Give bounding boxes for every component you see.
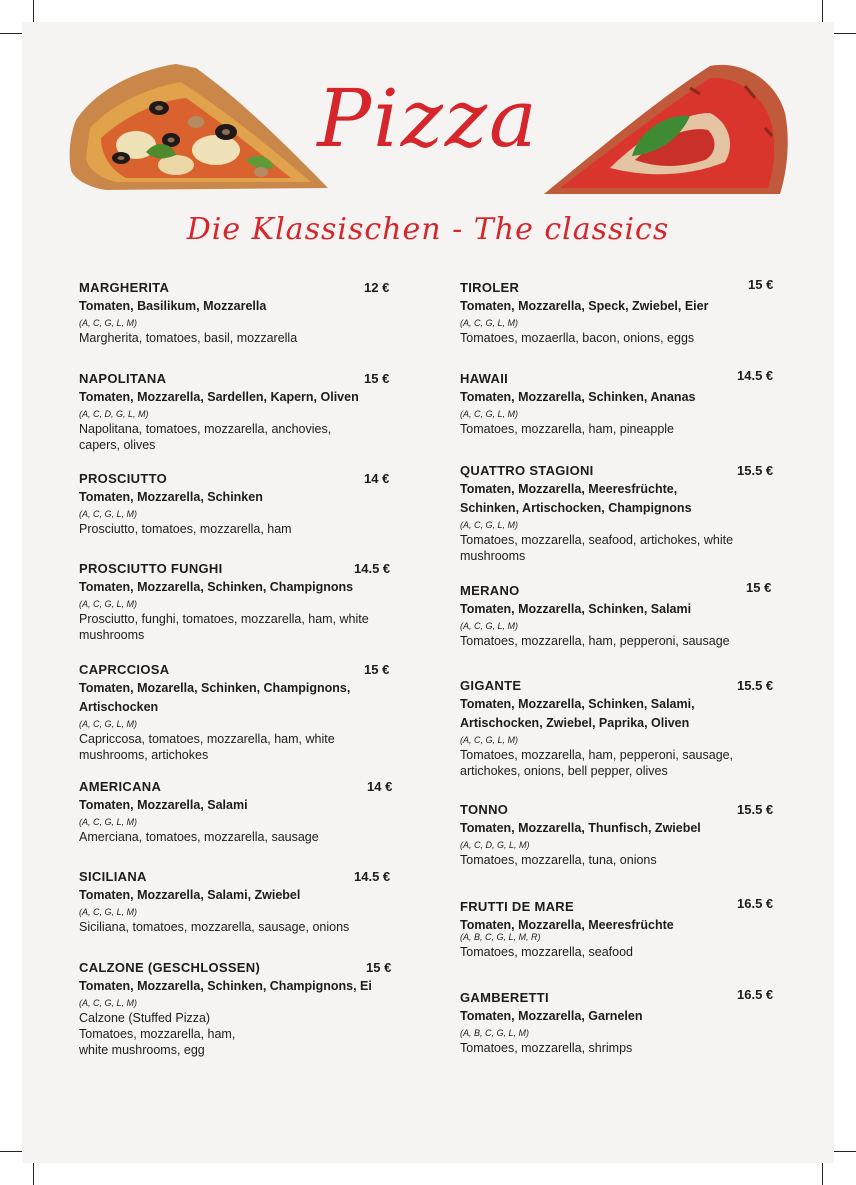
item-price: 15 €: [366, 960, 392, 975]
item-allergens: (A, C, G, L, M): [79, 719, 138, 729]
item-allergens: (A, C, G, L, M): [460, 621, 519, 631]
item-price: 15.5 €: [737, 678, 774, 693]
crop-mark: [0, 1151, 22, 1152]
item-name: PROSCIUTTO FUNGHI: [79, 561, 223, 576]
item-name: MERANO: [460, 583, 520, 598]
menu-item: [460, 368, 790, 437]
item-price: 12 €: [364, 280, 390, 295]
item-price: 15 €: [364, 371, 390, 386]
item-ingredients: Tomaten, Basilikum, Mozzarella: [79, 299, 267, 313]
page-title: Pizza: [317, 72, 539, 165]
item-name: TONNO: [460, 802, 509, 817]
item-description: Margherita, tomatoes, basil, mozzarella: [79, 331, 298, 345]
menu-item: [79, 561, 409, 643]
item-description: Calzone (Stuffed Pizza) Tomatoes, mozzarella, ham, white mushrooms, egg: [79, 1011, 236, 1057]
item-name: CAPRCCIOSA: [79, 662, 170, 677]
item-price: 16.5 €: [737, 987, 774, 1002]
item-price: 15 €: [746, 580, 772, 595]
menu-item: [460, 463, 790, 564]
item-price: 15 €: [748, 277, 774, 292]
item-ingredients: Tomaten, Mozzarella, Garnelen: [460, 1009, 643, 1023]
crop-mark: [822, 0, 823, 22]
item-price: 14.5 €: [354, 869, 391, 884]
item-allergens: (A, C, G, L, M): [79, 907, 138, 917]
item-description: Napolitana, tomatoes, mozzarella, anchovies, capers, olives: [79, 422, 332, 452]
item-description: Tomatoes, mozzarella, seafood, artichokes, white mushrooms: [460, 533, 734, 563]
item-ingredients: Tomaten, Mozzarella, Salami, Zwiebel: [79, 888, 301, 902]
item-price: 15.5 €: [737, 802, 774, 817]
item-allergens: (A, C, D, G, L, M): [79, 409, 149, 419]
item-name: GAMBERETTI: [460, 990, 549, 1005]
item-description: Tomatoes, mozzarella, ham, pepperoni, sausage: [460, 634, 730, 648]
item-description: Amerciana, tomatoes, mozzarella, sausage: [79, 830, 319, 844]
menu-item: [460, 678, 790, 779]
item-description: Prosciutto, tomatoes, mozzarella, ham: [79, 522, 292, 536]
crop-mark: [33, 1163, 34, 1185]
item-price: 16.5 €: [737, 896, 774, 911]
item-allergens: (A, C, G, L, M): [460, 409, 519, 419]
item-allergens: (A, B, C, G, L, M, R): [460, 932, 541, 942]
item-name: SICILIANA: [79, 869, 147, 884]
item-ingredients: Tomaten, Mozzarella, Schinken, Champignons: [79, 580, 354, 594]
item-price: 14 €: [367, 779, 393, 794]
menu-item: [460, 580, 790, 649]
item-description: Tomatoes, mozzarella, tuna, onions: [460, 853, 657, 867]
menu-item: [79, 371, 409, 453]
page-subtitle: Die Klassischen - The classics: [186, 212, 670, 247]
item-allergens: (A, C, D, G, L, M): [460, 840, 530, 850]
item-ingredients: Tomaten, Mozzarella, Schinken, Ananas: [460, 390, 696, 404]
item-description: Tomatoes, mozzarella, ham, pineapple: [460, 422, 675, 436]
item-name: CALZONE (GESCHLOSSEN): [79, 960, 261, 975]
item-name: FRUTTI DE MARE: [460, 899, 574, 914]
item-ingredients: Tomaten, Mozzarella, Sardellen, Kapern, Oliven: [79, 390, 359, 404]
item-allergens: (A, C, G, L, M): [79, 998, 138, 1008]
crop-mark: [834, 1151, 856, 1152]
menu-item: [79, 662, 409, 763]
menu-item: [79, 471, 409, 537]
item-ingredients: Tomaten, Mozzarella, Schinken, Salami, Artischocken, Zwiebel, Paprika, Oliven: [460, 697, 695, 730]
menu-item: [79, 779, 409, 845]
item-description: Prosciutto, funghi, tomatoes, mozzarella, ham, white mushrooms: [79, 612, 369, 642]
menu-item: [79, 960, 409, 1058]
menu-item: [79, 280, 409, 346]
crop-mark: [822, 1163, 823, 1185]
item-ingredients: Tomaten, Mozzarella, Schinken: [79, 490, 263, 504]
menu-item: [460, 277, 790, 346]
item-allergens: (A, C, G, L, M): [79, 509, 138, 519]
item-name: NAPOLITANA: [79, 371, 167, 386]
menu-item: [460, 987, 790, 1056]
item-allergens: (A, C, G, L, M): [79, 599, 138, 609]
menu-item: [460, 896, 790, 960]
item-description: Siciliana, tomatoes, mozzarella, sausage, onions: [79, 920, 350, 934]
item-price: 15 €: [364, 662, 390, 677]
item-price: 14.5 €: [737, 368, 774, 383]
item-name: GIGANTE: [460, 678, 522, 693]
item-ingredients: Tomaten, Mozzarella, Schinken, Salami: [460, 602, 692, 616]
menu-item: [460, 802, 790, 868]
item-allergens: (A, C, G, L, M): [460, 735, 519, 745]
item-description: Tomatoes, mozzarella, seafood: [460, 945, 634, 959]
crop-mark: [0, 33, 22, 34]
item-ingredients: Tomaten, Mozzarella, Salami: [79, 798, 248, 812]
item-name: TIROLER: [460, 280, 520, 295]
item-name: AMERICANA: [79, 779, 162, 794]
item-description: Capriccosa, tomatoes, mozzarella, ham, white mushrooms, artichokes: [79, 732, 335, 762]
item-price: 15.5 €: [737, 463, 774, 478]
menu-item: [79, 869, 409, 935]
crop-mark: [834, 33, 856, 34]
item-ingredients: Tomaten, Mozzarella, Speck, Zwiebel, Eier: [460, 299, 709, 313]
item-name: QUATTRO STAGIONI: [460, 463, 594, 478]
item-ingredients: Tomaten, Mozzarella, Meeresfrüchte: [460, 918, 674, 932]
item-allergens: (A, C, G, L, M): [460, 318, 519, 328]
item-allergens: (A, C, G, L, M): [79, 318, 138, 328]
item-allergens: (A, C, G, L, M): [79, 817, 138, 827]
item-name: MARGHERITA: [79, 280, 170, 295]
item-description: Tomatoes, mozzarella, shrimps: [460, 1041, 633, 1055]
item-name: PROSCIUTTO: [79, 471, 167, 486]
item-ingredients: Tomaten, Mozzarella, Meeresfrüchte, Schinken, Artischocken, Champignons: [460, 482, 692, 515]
crop-mark: [33, 0, 34, 22]
item-price: 14.5 €: [354, 561, 391, 576]
item-ingredients: Tomaten, Mozzarella, Thunfisch, Zwiebel: [460, 821, 701, 835]
item-allergens: (A, B, C, G, L, M): [460, 1028, 530, 1038]
item-description: Tomatoes, mozzarella, ham, pepperoni, sausage, artichokes, onions, bell pepper, olives: [460, 748, 734, 778]
item-ingredients: Tomaten, Mozarella, Schinken, Champignons, Artischocken: [79, 681, 351, 714]
item-price: 14 €: [364, 471, 390, 486]
item-ingredients: Tomaten, Mozzarella, Schinken, Champignons, Ei: [79, 979, 372, 993]
item-description: Tomatoes, mozaerlla, bacon, onions, eggs: [460, 331, 695, 345]
item-name: HAWAII: [460, 371, 509, 386]
item-allergens: (A, C, G, L, M): [460, 520, 519, 530]
